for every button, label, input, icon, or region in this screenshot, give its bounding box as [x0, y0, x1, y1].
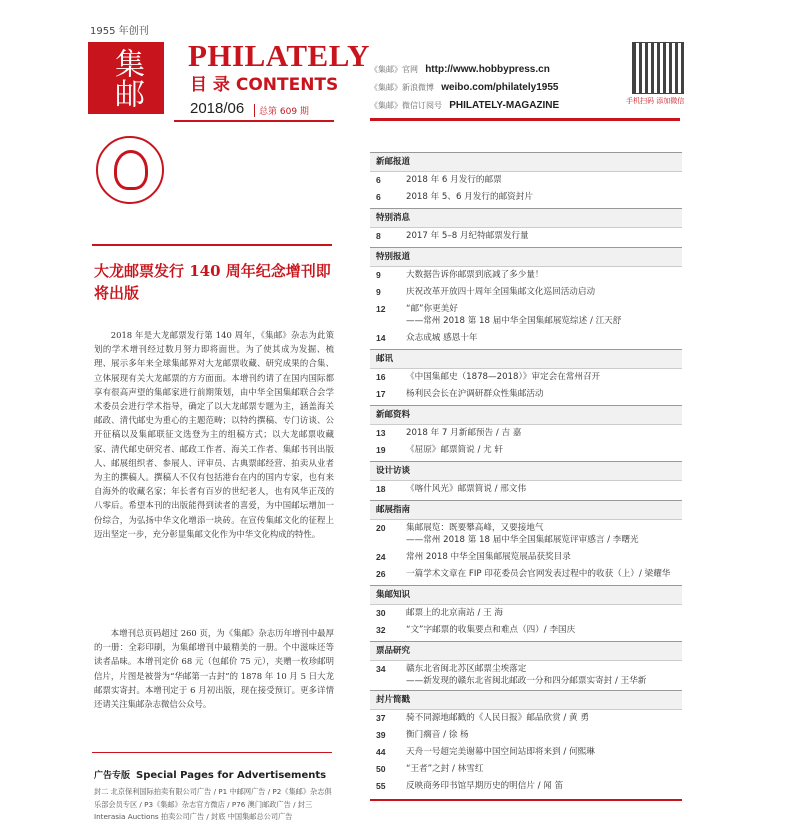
toc-section-header: 票品研究	[370, 641, 682, 661]
toc-page-number: 13	[376, 428, 386, 438]
toc-entry[interactable]	[370, 727, 682, 744]
toc-entry[interactable]	[370, 534, 682, 547]
toc-entry-title: 骑不同源地邮戳的《人民日报》邮品欣赏 / 黄 勇	[406, 713, 589, 723]
toc-entry[interactable]	[370, 386, 682, 403]
toc-entry-title: 邮票上的北京南站 / 王 海	[406, 608, 504, 618]
issue-date: 2018/06	[190, 100, 245, 117]
contacts-divider	[370, 118, 680, 121]
toc-entry[interactable]	[370, 761, 682, 778]
toc-entry-title: 常州 2018 中华全国集邮展览展品获奖目录	[406, 552, 571, 562]
toc-entry[interactable]	[370, 172, 682, 189]
toc-page-number: 9	[376, 287, 381, 297]
toc-section-header: 邮展指南	[370, 500, 682, 520]
toc-page-number: 37	[376, 713, 386, 723]
wechat-id: PHILATELY-MAGAZINE	[449, 100, 560, 111]
toc-entry-title: 天舟一号超完美谢幕中国空间站即将来到 / 何熙琳	[406, 747, 595, 757]
feature-divider	[92, 244, 332, 246]
toc-section-header: 集邮知识	[370, 585, 682, 605]
toc-entry-title: ——新发现的赣东北省闽北邮政一分和四分邮票实寄封 / 王华新	[406, 676, 647, 686]
toc-page-number: 19	[376, 445, 386, 455]
toc-entry-title: 杨利民会长在沪调研群众性集邮活动	[406, 389, 544, 399]
website-link[interactable]: http://www.hobbypress.cn	[425, 64, 550, 75]
toc-entry[interactable]	[370, 267, 682, 284]
toc-page-number: 17	[376, 389, 386, 399]
toc-entry-title: 大数据告诉你邮票到底减了多少量！	[406, 270, 544, 280]
founded-year: 1955 年创刊	[90, 26, 149, 37]
toc-page-number: 55	[376, 781, 386, 791]
ads-title-cn: 广告专版	[94, 771, 131, 781]
toc-entry-title: 2018 年 5、6 月发行的邮资封片	[406, 192, 533, 202]
toc-page-number: 14	[376, 333, 386, 343]
toc-entry[interactable]	[370, 605, 682, 622]
header-divider	[174, 120, 334, 122]
toc-page-number: 50	[376, 764, 386, 774]
toc-entry-title: 2017 年 5–8 月纪特邮票发行量	[406, 231, 529, 241]
toc-entry[interactable]	[370, 425, 682, 442]
toc-page-number: 24	[376, 552, 386, 562]
toc-bottom-divider	[370, 799, 682, 801]
toc-section-header: 封片简戳	[370, 690, 682, 710]
contact-website	[370, 64, 550, 75]
toc-entry[interactable]	[370, 442, 682, 459]
toc-entry-title: 衡门瘸音 / 徐 杨	[406, 730, 469, 740]
toc-page-number: 26	[376, 569, 386, 579]
toc-entry[interactable]	[370, 315, 682, 328]
contact-label: 《集邮》官网	[370, 65, 418, 74]
toc-entry-title: 众志成城 感恩十年	[406, 333, 478, 343]
toc-entry-title: 2018 年 6 月发行的邮票	[406, 175, 502, 185]
contact-label: 《集邮》新浪微博	[370, 83, 434, 92]
toc-entry-title: “文”字邮票的收集要点和难点（四）/ 李国庆	[406, 625, 576, 635]
toc-entry[interactable]	[370, 330, 682, 347]
toc-page-number: 30	[376, 608, 386, 618]
toc-entry-title: 2018 年 7 月新邮预告 / 吉 嘉	[406, 428, 522, 438]
toc-entry-title: “王者”之封 / 林雪红	[406, 764, 484, 774]
contact-wechat	[370, 100, 559, 111]
toc-entry-title: 《中国集邮史（1878—2018）》审定会在常州召开	[406, 372, 601, 382]
ads-list: 封二 北京保利国际拍卖有限公司广告 / P1 中邮网广告 / P2《集邮》杂志俱乐部会员专区 / P3《集邮》杂志官方微店 / P76 澳门邮政广告 / 封三 Interasia Auctions 拍卖公司广告 / 封底 中国集邮总公司广告	[94, 787, 332, 821]
ads-title-en: Special Pages for Advertisements	[136, 770, 327, 781]
feature-paragraph: 2018 年是大龙邮票发行第 140 周年，《集邮》杂志为此策划的学术增刊经过数月努力即将面世。为了使其成为发掘、梳理、展示多年来全球集邮界对大龙邮票收藏、研究成果的合集、立体展现有关大龙邮票的方方面面。本增刊约请了在国内国际都享有很高声望的集邮家进行前期策划，由中华全国集邮联合会学术委员会进行学术指导，确定了以大龙邮票专题为主，涵盖海关邮政、清代邮史为重心的主题范畴；以特约撰稿、专门访谈、公开征稿以及集邮联征文选登为主的组稿方式；以大龙邮票收藏家、清代邮史研究者、邮政工作者、海关工作者、集邮书刊出版人、邮展组织者、参展人、评审员、古典票邮经营、拍卖从业者为主的撰稿人。撰稿人不仅有包括港台在内的国内专家，也有来自海外的收藏名家；年长者有百岁的世纪老人，也有风华正茂的八零后。希望本刊的出版能得到读者的喜爱，为中国邮坛增加一份综合，为弘扬中华文化增添一块砖。在宣传集邮文化的征程上迈出坚定一步，充分彰显集邮文化作为中华文化构成的特性。	[94, 330, 334, 539]
toc-entry-title: 赣东北省闽北苏区邮票尘埃落定	[406, 664, 527, 674]
toc-section-header: 新邮报道	[370, 152, 682, 172]
toc-entry-title: 庆祝改革开放四十周年全国集邮文化巡回活动启动	[406, 287, 596, 297]
toc-page-number: 39	[376, 730, 386, 740]
toc-entry-title: 反映商务印书馆早期历史的明信片 / 闻 笛	[406, 781, 564, 791]
contents-label: 目 录 CONTENTS	[190, 75, 339, 95]
toc-page-number: 9	[376, 270, 381, 280]
toc-entry[interactable]	[370, 284, 682, 301]
weibo-link[interactable]: weibo.com/philately1955	[441, 82, 559, 93]
toc-entry[interactable]	[370, 622, 682, 639]
toc-page-number: 6	[376, 192, 381, 202]
table-of-contents	[370, 150, 682, 801]
issue-number: 总第 609 期	[254, 104, 309, 117]
toc-entry-title: “邮”你更美好	[406, 304, 458, 314]
toc-entry-title: 集邮展览：既要攀高峰，又要接地气	[406, 523, 544, 533]
toc-entry[interactable]	[370, 710, 682, 727]
toc-section-header: 特别消息	[370, 208, 682, 228]
toc-page-number: 32	[376, 625, 386, 635]
toc-entry-title: ——常州 2018 第 18 届中华全国集邮展览综述 / 江天舒	[406, 316, 622, 326]
toc-section-header: 邮讯	[370, 349, 682, 369]
toc-entry-title: ——常州 2018 第 18 届中华全国集邮展览评审感言 / 李曙光	[406, 535, 639, 545]
toc-entry[interactable]	[370, 549, 682, 566]
toc-page-number: 20	[376, 523, 386, 533]
ads-divider	[92, 752, 332, 753]
magazine-logo: 集邮	[88, 42, 164, 114]
toc-entry[interactable]	[370, 675, 682, 688]
brand-title: PHILATELY	[188, 38, 370, 73]
feature-title: 大龙邮票发行 140 周年纪念增刊即将出版	[94, 262, 331, 302]
toc-page-number: 16	[376, 372, 386, 382]
toc-section-header: 设计访谈	[370, 461, 682, 481]
toc-entry[interactable]	[370, 566, 682, 583]
ads-title	[94, 768, 326, 781]
contact-weibo	[370, 82, 558, 93]
contact-label: 《集邮》微信订阅号	[370, 101, 442, 110]
toc-page-number: 8	[376, 231, 381, 241]
qr-caption: 手机扫码 添加微信	[626, 97, 685, 105]
toc-page-number: 44	[376, 747, 386, 757]
toc-entry-title: 《喀什风光》邮票简说 / 邢文伟	[406, 484, 527, 494]
toc-entry[interactable]	[370, 744, 682, 761]
toc-page-number: 34	[376, 664, 386, 674]
feature-paragraph: 本增刊总页码超过 260 页，为《集邮》杂志历年增刊中最厚的一册：全彩印刷，为集邮增刊中最精美的一册。个中滋味还等读者品味。本增刊定价 68 元（包邮价 75 元），夹赠一枚珍邮明信片，片图是被誉为“华邮第一古封”的 1878 年 10 月 5 日大龙邮票实寄封。本增刊定于 6 月初出版，现在接受预订。更多详情还请关注集邮杂志微信公众号。	[94, 628, 334, 710]
toc-page-number: 12	[376, 304, 386, 314]
toc-section-header: 新邮资料	[370, 405, 682, 425]
toc-entry[interactable]	[370, 369, 682, 386]
toc-entry[interactable]	[370, 778, 682, 795]
toc-entry-title: 一篇学术文章在 FIP 印花委员会官网发表过程中的收获（上）/ 梁耀华	[406, 569, 671, 579]
toc-entry[interactable]	[370, 189, 682, 206]
toc-entry-title: 《屈原》邮票简说 / 尤 轩	[406, 445, 504, 455]
toc-section-header: 特别报道	[370, 247, 682, 267]
toc-entry[interactable]	[370, 228, 682, 245]
toc-page-number: 18	[376, 484, 386, 494]
toc-page-number: 6	[376, 175, 381, 185]
phoenix-emblem-icon	[114, 150, 148, 190]
toc-entry[interactable]	[370, 481, 682, 498]
qr-code[interactable]	[632, 42, 684, 94]
